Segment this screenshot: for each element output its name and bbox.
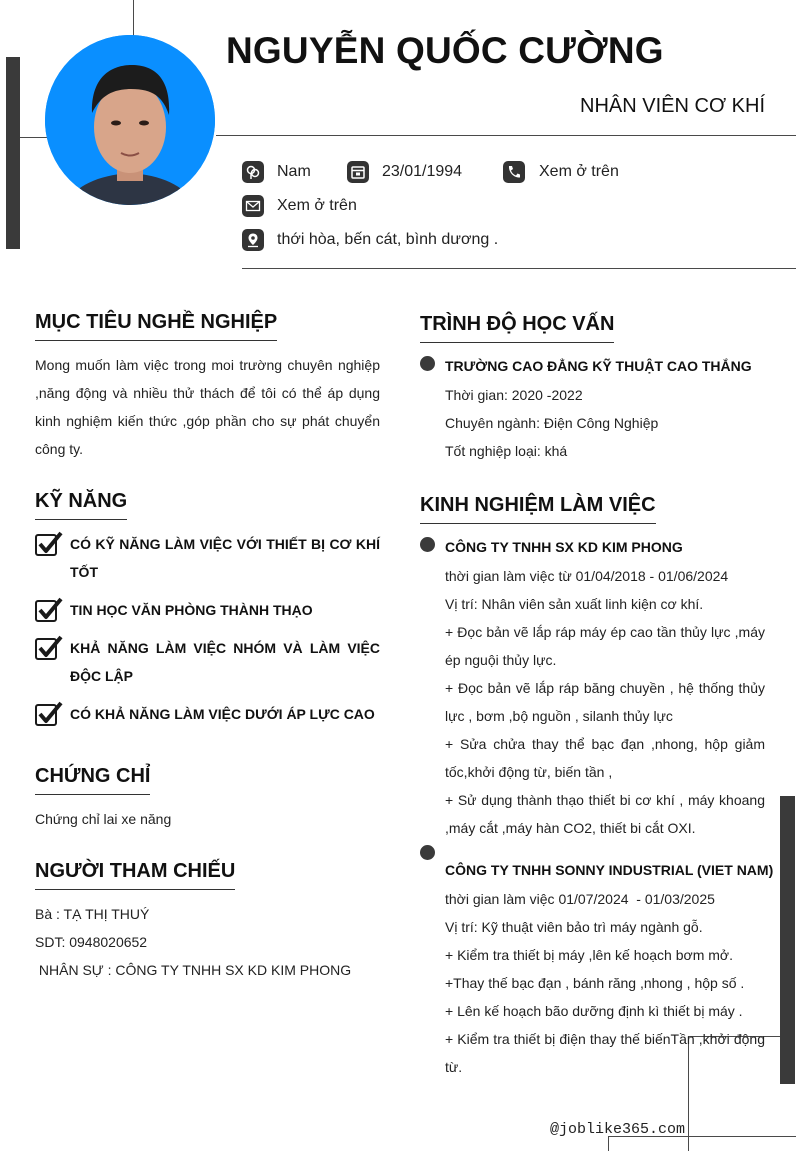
skill-item: TIN HỌC VĂN PHÒNG THÀNH THẠO	[70, 602, 313, 618]
gender-value: Nam	[277, 163, 311, 180]
checkbox-check-icon	[35, 701, 63, 732]
skill-item: CÓ KỸ NĂNG LÀM VIỆC VỚI THIẾT BỊ CƠ KHÍ TỐT	[70, 536, 380, 580]
portrait-photo	[45, 35, 215, 205]
checkbox-check-icon	[35, 635, 63, 666]
birthday-value: 23/01/1994	[382, 163, 463, 180]
reference-line: SDT: 0948020652	[35, 934, 148, 950]
right-accent-bar	[780, 796, 795, 1084]
education-heading: TRÌNH ĐỘ HỌC VẤN	[420, 313, 614, 343]
envelope-icon	[242, 195, 264, 217]
company-name: CÔNG TY TNHH SONNY INDUSTRIAL (VIET NAM)	[445, 862, 774, 878]
job-line: + Sửa chửa thay thể bạc đạn ,nhong, hộp giảm tốc,khởi động từ, biến tần ,	[445, 736, 765, 780]
objective-text: Mong muốn làm việc trong moi trường chuyên nghiệp ,năng động và nhiều thử thách để tôi có thể áp dụng kinh nghiệm kiến thức ,góp phần cho sự phát chuyển công ty.	[35, 357, 380, 457]
job-title: NHÂN VIÊN CƠ KHÍ	[580, 95, 765, 117]
calendar-icon	[347, 161, 369, 183]
job-line: + Kiểm tra thiết bị điện thay thế biếnTần ,khởi động từ.	[445, 1031, 765, 1075]
education-line: Chuyên ngành: Điện Công Nghiệp	[445, 415, 659, 431]
checkbox-check-icon	[35, 531, 63, 562]
job-line: thời gian làm việc từ 01/04/2018 - 01/06/2024	[445, 568, 729, 584]
job-line: + Sử dụng thành thạo thiết bi cơ khí , máy khoang ,máy cắt ,máy hàn CO2, thiết bi cắt OXI.	[445, 792, 765, 836]
certificates-heading: CHỨNG CHỈ	[35, 765, 150, 795]
phone-icon	[503, 161, 525, 183]
bullet-dot	[420, 845, 435, 860]
job-line: + Đọc bản vẽ lắp ráp máy ép cao tần thủy lực ,máy ép nguội thủy lực.	[445, 624, 765, 668]
objective-heading: MỤC TIÊU NGHỀ NGHIỆP	[35, 311, 277, 341]
phone-value: Xem ở trên	[539, 163, 619, 180]
experience-heading: KINH NGHIỆM LÀM VIỆC	[420, 494, 656, 524]
job-line: Vị trí: Kỹ thuật viên bảo trì máy ngành gỗ.	[445, 919, 703, 935]
company-name: CÔNG TY TNHH SX KD KIM PHONG	[445, 539, 683, 555]
education-line: Tốt nghiệp loại: khá	[445, 443, 568, 459]
job-line: Vị trí: Nhân viên sản xuất linh kiện cơ khí.	[445, 596, 704, 612]
skills-heading: KỸ NĂNG	[35, 490, 127, 520]
school-name: TRƯỜNG CAO ĐẲNG KỸ THUẬT CAO THẮNG	[445, 358, 752, 374]
job-line: thời gian làm việc 01/07/2024 - 01/03/2025	[445, 891, 715, 907]
location-pin-icon	[242, 229, 264, 251]
education-line: Thời gian: 2020 -2022	[445, 387, 583, 403]
reference-line: Bà : TẠ THỊ THUÝ	[35, 906, 150, 922]
decor-line	[608, 1136, 609, 1151]
contact-divider	[242, 268, 796, 269]
candidate-name: NGUYỄN QUỐC CƯỜNG	[226, 30, 664, 71]
job-line: + Đọc bản vẽ lắp ráp băng chuyền , hệ thống thủy lực , bơm ,bộ nguồn , silanh thủy lực	[445, 680, 765, 724]
bullet-dot	[420, 356, 435, 371]
skill-item: CÓ KHẢ NĂNG LÀM VIỆC DƯỚI ÁP LỰC CAO	[70, 706, 375, 722]
left-accent-bar	[6, 57, 20, 249]
job-line: +Thay thế bạc đạn , bánh răng ,nhong , hộp số .	[445, 975, 745, 991]
avatar	[45, 35, 215, 205]
gender-icon	[242, 161, 264, 183]
reference-line: NHÂN SỰ : CÔNG TY TNHH SX KD KIM PHONG	[35, 962, 352, 978]
header-divider	[216, 135, 796, 136]
job-line: + Kiểm tra thiết bị máy ,lên kế hoạch bơm mở.	[445, 947, 733, 963]
address-value: thới hòa, bến cát, bình dương .	[277, 231, 499, 248]
references-heading: NGƯỜI THAM CHIẾU	[35, 860, 235, 890]
job-line: + Lên kế hoạch bão dưỡng định kì thiết bị máy .	[445, 1003, 743, 1019]
skill-item: KHẢ NĂNG LÀM VIỆC NHÓM VÀ LÀM VIỆC ĐỘC LẬP	[70, 640, 380, 684]
email-value: Xem ở trên	[277, 197, 357, 214]
bullet-dot	[420, 537, 435, 552]
footer-url: @joblike365.com	[550, 1121, 686, 1138]
certificate-text: Chứng chỉ lai xe năng	[35, 811, 172, 827]
checkbox-check-icon	[35, 597, 63, 628]
decor-line	[20, 137, 48, 138]
decor-line	[133, 0, 134, 40]
